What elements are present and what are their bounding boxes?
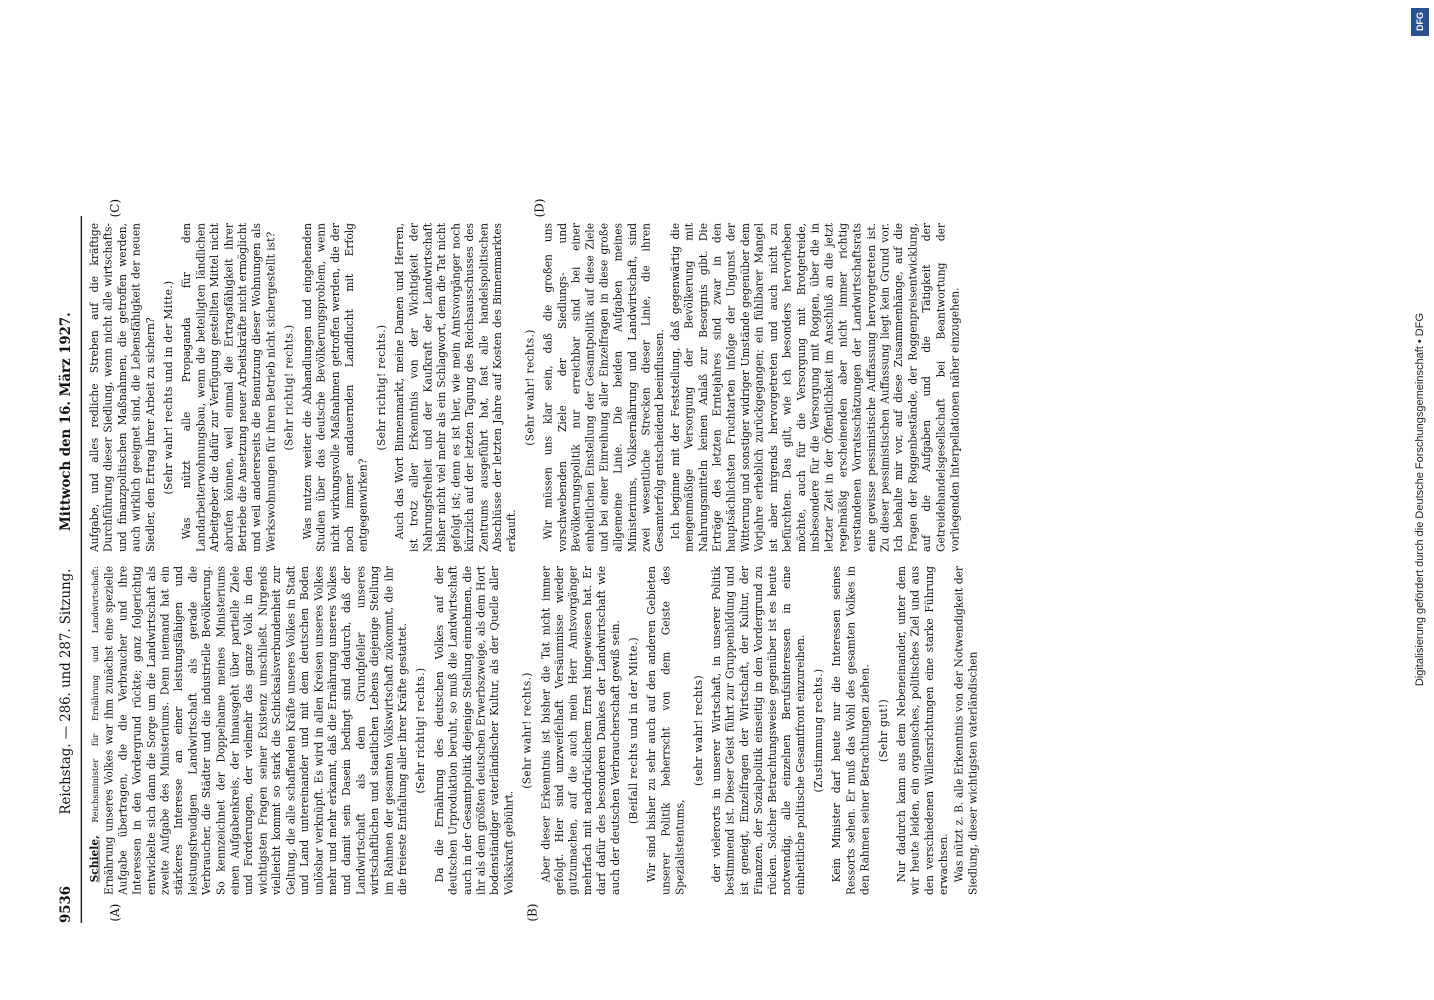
paragraph bbox=[830, 566, 872, 895]
paragraph-text: Wir müssen uns klar sein, daß die großen uns vorschwebenden Ziele der Siedlungs- und Bevölkerungspolitik nur erreichbar sind bei einer einheitlichen Einstellung der Gesamtpolitik auf diese Ziele und bei einer Einreihung aller Einzelfragen in diese große allgemeine Linie. Die beiden Aufgaben meines Ministeriums, Volksernährung und Landwirtschaft, sind zwei wesentliche Strecken dieser Linie, die ihren Gesamterfolg entscheidend beeinflussen. bbox=[541, 223, 667, 553]
paragraph-text: Aber dieser Erkenntnis ist bisher die Tat nicht immer gefolgt. Hier sind unzweifelhaft Versäumnisse wieder gutzumachen, auf die auch mein Herr Amtsvorgänger mehrfach mit nachdrücklichem Ernst hingewiesen hat. Er darf dafür des besonderen Dankes der Landwirtschaft wie auch der deutschen Verbraucherschaft gewiß sein. bbox=[538, 566, 622, 895]
paragraph bbox=[952, 566, 980, 895]
interjection: (Sehr wahr! rechts und in der Mitte.) bbox=[162, 280, 175, 495]
margin-marker-a: (A) bbox=[108, 903, 123, 922]
margin-marker-d: (D) bbox=[532, 198, 548, 218]
interjection: (Sehr richtig! rechts.) bbox=[282, 324, 296, 451]
session-date: Mittwoch den 16. März 1927. bbox=[57, 312, 74, 531]
paragraph bbox=[645, 566, 687, 895]
dfg-logo: DFG bbox=[1411, 8, 1429, 36]
interjection: (Sehr wahr! rechts.) bbox=[523, 329, 537, 446]
page-header bbox=[58, 237, 74, 923]
paragraph bbox=[539, 566, 623, 895]
paragraph-text: der vielerorts in unserer Wirtschaft, in unserer Politik bestimmend ist. Dieser Geist führt zur Gruppenbildung und ist geneigt, Einzelfragen der Wirtschaft, der Kultur, der Finanzen, der Sozialpolitik einseitig in den Vordergrund zu rücken. Solcher Betrachtungsweise gegenüber ist es heute notwendig, alle einzelnen Berufsinteressen in eine einheitliche politische Gesamtfront einzureihen. bbox=[709, 566, 807, 895]
session-title: Reichstag. — 286. und 287. Sitzung. bbox=[57, 568, 74, 815]
right-column bbox=[88, 223, 964, 552]
digitization-credit bbox=[1412, 10, 1428, 990]
paragraph bbox=[180, 223, 278, 552]
paragraph-text: Was nützt z. B. alle Erkenntnis von der Notwendigkeit der Siedlung, dieser wichtigsten vaterländischen bbox=[952, 566, 980, 895]
paragraph bbox=[88, 566, 410, 895]
paragraph-text: Was nutzen weiter die Abhandlungen und eingehenden Studien über das deutsche Bevölkerungsproblem, wenn nicht wirkungsvolle Maßnahmen getroffen werden, die der noch immer andauernden Landflucht mit Erfolg entgegenwirken? bbox=[300, 223, 370, 553]
header-rule bbox=[81, 216, 82, 923]
interjection: (sehr wahr! rechts) bbox=[691, 675, 705, 786]
interjection: (Zustimmung rechts.) bbox=[812, 668, 826, 793]
speaker-name: Schiele, bbox=[87, 835, 101, 883]
paragraph-text: Was nützt alle Propaganda für den Landarbeiterwohnungsbau, wenn die beteiligten ländlichen Arbeitgeber die dafür zur Verfügung gestellten Mittel nicht abrufen können, weil einmal die Ertragsfähigkeit ihrer Betriebe die Ansetzung neuer Arbeitskräfte nicht ermöglicht und weil andererseits die Benutzung dieser Wohnungen als Werkswohnungen für ihren Betrieb nicht sichergestellt ist? bbox=[180, 223, 278, 553]
interjection: (Beifall rechts und in der Mitte.) bbox=[627, 636, 641, 825]
interjection: (Sehr richtig! rechts.) bbox=[374, 324, 388, 451]
paragraph bbox=[669, 223, 962, 552]
margin-marker-c: (C) bbox=[108, 199, 123, 218]
interjection: (Sehr gut!) bbox=[876, 698, 890, 763]
paragraph bbox=[301, 223, 371, 552]
paragraph-text: Da die Ernährung des deutschen Volkes auf der deutschen Urproduktion beruht, so muß die Landwirtschaft auch in der Gesamtpolitik diejenige Stellung einnehmen, die ihr als dem größten deutschen Erwerbszweige, als dem Hort bodenständiger vaterländischer Kultur, als der Quelle aller Volkskraft gebührt. bbox=[432, 566, 516, 895]
reichstag-page bbox=[0, 198, 1032, 1000]
paragraph bbox=[895, 566, 951, 895]
credit-text: Digitalisierung gefördert durch die Deutsche Forschungsgemeinschaft • DFG bbox=[1414, 313, 1426, 687]
paragraph bbox=[710, 566, 808, 895]
paragraph bbox=[393, 223, 519, 552]
paragraph-text: Ich beginne mit der Feststellung, daß gegenwärtig die mengenmäßige Versorgung der Bevölkerung mit Nahrungsmitteln keinen Anlaß zur Besorgnis gibt. Die Erträge des letzten Erntejahres sind zwar in den hauptsächlichsten Fruchtarten infolge der Ungunst der Witterung und sonstiger widriger Umstände gegenüber dem Vorjahre erheblich zurückgegangen; ein fühlbarer Mangel ist aber nirgends hervorgetreten und auch nicht zu befürchten. Das gilt, wie ich besonders hervorheben möchte, auch für die Versorgung mit Brotgetreide, insbesondere für die Versorgung mit Roggen, über die in letzter Zeit in der Öffentlichkeit im Anschluß an die jetzt regelmäßig erscheinenden aber nicht immer richtig verstandenen Vorratsschätzungen der Landwirtschaftsrats eine gewisse pessimistische Auffassung hervorgetreten ist. Zu dieser pessimistischen Auffassung liegt kein Grund vor. Ich behalte mir vor, auf diese Zusammenhänge, auf die Fragen der Roggenbestände, der Roggenpreisentwicklung, auf die Aufgaben und die Tätigkeit der Getreidehandelsgesellschaft bei Beantwortung der vorliegenden Interpellationen näher einzugehen. bbox=[668, 223, 962, 553]
paragraph-text: Kein Minister darf heute nur die Interessen seines Ressorts sehen. Er muß das Wohl des gesamten Volkes in den Rahmen seiner Betrachtungen ziehen. bbox=[830, 566, 872, 895]
interjection: (Sehr richtig! rechts.) bbox=[414, 667, 428, 794]
paragraph bbox=[88, 223, 158, 552]
speaker-role: Reichsminister für Ernährung und Landwirtschaft: bbox=[90, 566, 101, 836]
paragraph-text: Ernährung unseres Volkes war ihm zunächst eine spezielle Aufgabe übertragen, die die Verbraucher und ihre Interessen in den Vordergrund rückte; ganz folgerichtig entwickelte sich dann die Sorge um die Landwirtschaft als zweite Aufgabe des Ministeriums. Denn niemand hat ein stärkeres Interesse an einer leistungsfähigen und leistungsfreudigen Landwirtschaft als gerade die Verbraucher, die Städter und die industrielle Bevölkerung. So kennzeichnet der Doppelname meines Ministeriums einen Aufgabenkreis, der hinausgeht über partielle Ziele und Forderungen, der vielmehr das ganze Volk in den wichtigsten Fragen seiner Existenz umschließt. Nirgends vielleicht kommt so stark die Schicksalsverbundenheit zur Geltung, die alle schaffenden Kräfte unseres Volkes in Stadt und Land untereinander und mit dem deutschen Boden unlösbar verknüpft. Es wird in allen Kreisen unseres Volkes mehr und mehr erkannt, daß die Ernährung unseres Volkes und damit sein Dasein bedingt sind dadurch, daß der Landwirtschaft als dem Grundpfeiler unseres wirtschaftlichen und staatlichen Lebens diejenige Stellung im Rahmen der gesamten Volkswirtschaft zukommt, die ihr die freieste Entfaltung aller ihrer Kräfte gestattet. bbox=[102, 566, 409, 895]
paragraph bbox=[433, 566, 517, 895]
page-number: 9536 bbox=[57, 885, 74, 923]
paragraph-text: Auch das Wort Binnenmarkt, meine Damen und Herren, ist trotz aller Erkenntnis von der Wichtigkeit der Nahrungsfreiheit und der Kaufkraft der Landwirtschaft bisher nicht viel mehr als ein Schlagwort, dem die Tat nicht gefolgt ist; denn es ist hier, wie mein Amtsvorgänger noch kürzlich auf der letzten Tagung des Reichsausschusses des Zentrums ausgeführt hat, fast alle handelspolitischen Abschlüsse der letzten Jahre auf Kosten des Binnenmarktes erkauft. bbox=[393, 223, 518, 553]
interjection: (Sehr wahr! rechts.) bbox=[520, 672, 534, 789]
margin-marker-b: (B) bbox=[525, 903, 540, 922]
paragraph bbox=[542, 223, 668, 552]
paragraph-text: Wir sind bisher zu sehr auch auf den anderen Gebieten unserer Politik beherrscht von dem Geiste des Spezialistentums, bbox=[645, 566, 687, 895]
paragraph-text: Aufgabe, und alles redliche Streben auf die kräftige Durchführung dieser Siedlung, wenn nicht alle wirtschafts- und finanzpolitischen Maßnahmen, die getroffen werden, auch wirklich geeignet sind, die Lebensfähigkeit der neuen Siedler, den Ertrag ihrer Arbeit zu sichern? bbox=[87, 223, 157, 553]
left-column bbox=[88, 566, 982, 895]
paragraph-text: Nur dadurch kann aus dem Nebeneinander, unter dem wir heute leiden, ein organisches, politisches Ziel und aus den verschiedenen Willensrichtungen eine starke Führung erwachsen. bbox=[894, 566, 950, 895]
